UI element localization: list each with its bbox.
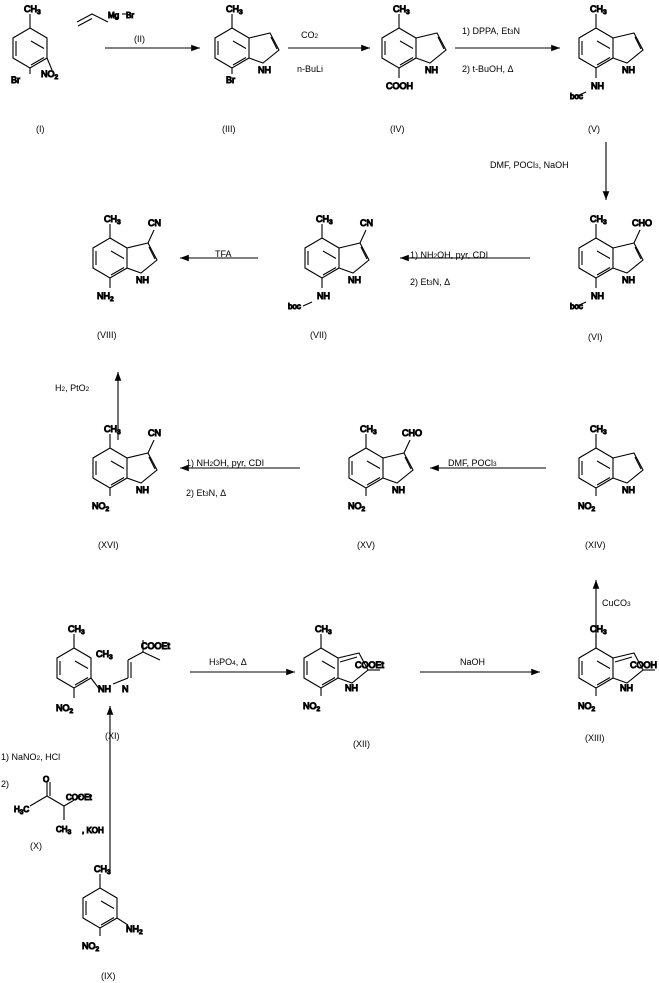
label-XV-aldehyde: CHO [402,428,422,438]
compound-caption-XI: (XI) [105,731,120,741]
label-I-nitro: $NO_2$ [41,69,59,81]
structure-III [215,14,279,68]
label-XI-n: N [122,684,129,694]
compound-caption-III: (III) [222,124,236,134]
label-XVI-nh: NH [136,485,149,495]
label-XVI-methyl: $CH_3$ [104,424,121,436]
structure-IX [83,874,128,936]
label-VIII-nitrile: CN [148,218,161,228]
label-XIII-methyl: $CH_3$ [590,624,607,636]
label-VII-nitrile: CN [360,218,373,228]
label-VII-nh2: NH [317,291,330,301]
reagent-VI-to-VII-line1: 1) NH2OH, pyr, CDI [410,250,489,260]
label-XII-nitro: $NO_2$ [303,701,321,713]
label-XIII-carboxy: COOH [630,660,657,670]
label-V-nh: NH [622,65,635,75]
label-XI-nh: NH [98,684,111,694]
label-I-bromo: Br [11,75,20,85]
compound-caption-XII: (XII) [353,739,370,749]
label-XV-nitro: $NO_2$ [348,501,366,513]
label-XIII-nh: NH [620,683,633,693]
label-XI-ester: COOEt [141,641,171,651]
label-III-nh: NH [258,65,271,75]
reagent-IX-to-XI-line2: 2) [1,779,10,789]
label-X-methyl: $CH_3$ [56,825,72,836]
label-IV-methyl: $CH_3$ [393,4,410,16]
label-XII-nh: NH [345,683,358,693]
label-XII-methyl: $CH_3$ [315,624,332,636]
label-X-ester: COOEt [66,793,92,802]
reagent-IV-to-V-line2: 2) t-BuOH, Δ [462,64,514,74]
label-IV-nh: NH [425,65,438,75]
label-XIV-nh: NH [622,485,635,495]
reagent-XII-to-XIII: NaOH [460,657,486,667]
label-X-h3c: $H_3C$ [14,805,30,816]
reagent-XV-to-XVI-line2: 2) Et3N, Δ [186,488,227,498]
label-V-methyl: $CH_3$ [590,4,607,16]
label-VI-nh2: NH [591,291,604,301]
label-IV-carboxy: COOH [386,81,413,91]
label-VI-boc: boc [570,302,583,311]
label-XIII-nitro: $NO_2$ [578,701,596,713]
compound-caption-IX: (IX) [101,971,116,981]
label-XII-ester: COOEt [355,660,385,670]
reagent-V-to-VI: DMF, POCl3, NaOH [490,160,569,170]
label-I-methyl: $CH_3$ [24,4,41,16]
reagent-XIII-to-XIV: CuCO3 [602,598,631,608]
compound-caption-XV: (XV) [357,540,375,550]
label-IX-methyl: $CH_3$ [94,864,111,876]
label-IX-nh2: $NH_2$ [126,924,143,936]
compound-caption-X: (X) [30,841,42,851]
reagent-XV-to-XVI-line1: 1) NH2OH, pyr, CDI [186,458,265,468]
label-III-methyl: $CH_3$ [226,4,243,16]
label-V-nh2: NH [591,81,604,91]
compound-caption-XIV: (XIV) [585,540,606,550]
label-III-bromo: Br [226,75,235,85]
reagent-I-to-III-line1: (II) [134,34,145,44]
label-XV-methyl: $CH_3$ [360,424,377,436]
structure-II [77,14,108,26]
label-VII-methyl: $CH_3$ [316,214,333,226]
label-X-koh: , KOH [82,826,104,835]
label-XV-nh: NH [392,485,405,495]
label-VIII-methyl: $CH_3$ [104,214,121,226]
reagent-XI-to-XII: H3PO4, Δ [209,657,247,667]
compound-caption-XVI: (XVI) [98,540,119,550]
reagent-III-to-IV-line1: CO2 [301,30,319,40]
reagent-IV-to-V-line1: 1) DPPA, Et3N [462,26,520,36]
label-IX-nitro: $NO_2$ [82,941,100,953]
label-XIV-methyl: $CH_3$ [590,424,607,436]
label-XI-ch3: $CH_3$ [96,649,113,661]
reagent-VI-to-VII-line2: 2) Et3N, Δ [410,277,451,287]
label-VII-boc: boc [288,302,301,311]
reagent-VII-to-VIII: TFA [215,249,232,259]
label-II-mg: Mg [108,11,120,20]
label-XI-nitro: $NO_2$ [56,703,74,715]
reagent-XIV-to-XV-line1: DMF, POCl3 [448,458,497,468]
label-XVI-nitrile: CN [148,428,161,438]
compound-caption-I: (I) [36,124,45,134]
compound-caption-IV: (IV) [390,124,405,134]
compound-caption-VI: (VI) [588,332,603,342]
label-VI-methyl: $CH_3$ [590,214,607,226]
reagent-IX-to-XI-line1: 1) NaNO2, HCl [1,752,61,762]
label-VII-nh: NH [348,275,361,285]
reagent-XVI-to-VIII: H2, PtO2 [55,383,90,393]
compound-caption-V: (V) [588,124,600,134]
compound-caption-VII: (VII) [310,330,327,340]
reagent-III-to-IV-line2: n-BuLi [297,64,324,74]
label-VI-aldehyde: CHO [632,218,652,228]
label-XI-methyl: $CH_3$ [68,624,85,636]
label-VI-nh: NH [622,275,635,285]
structure-I [13,14,47,68]
label-VIII-nh: NH [136,275,149,285]
label-XVI-nitro: $NO_2$ [92,501,110,513]
label-X-oxygen: O [43,775,50,784]
compound-caption-VIII: (VIII) [97,330,117,340]
compound-caption-XIII: (XIII) [585,733,605,743]
label-VIII-nh2: $NH_2$ [97,291,114,303]
label-II-br: Br [126,11,134,20]
label-XIV-nitro: $NO_2$ [578,501,596,513]
label-V-boc: boc [570,92,583,101]
